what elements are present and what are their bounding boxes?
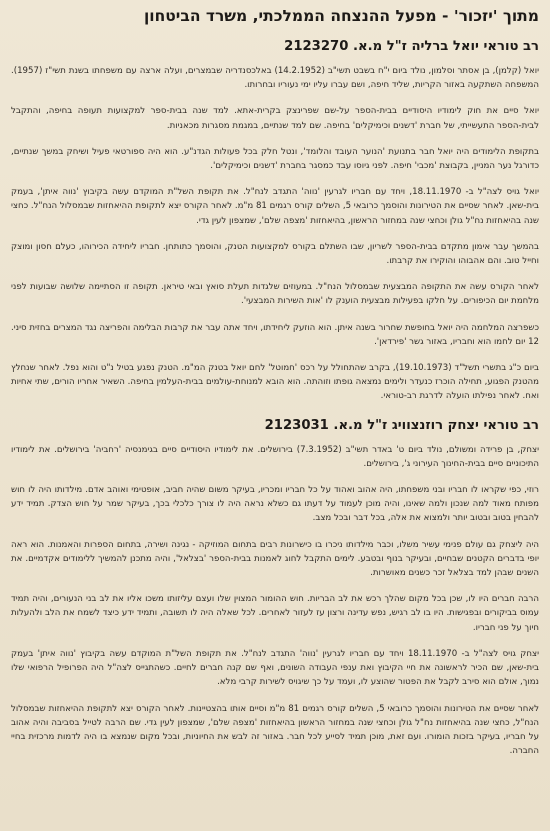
paragraph: הרבה חברים היו לו, שכן בכל מקום שהלך רכש את לב הבריות. חוש ההומור המצוין שלו ועצם עליזותו משכו אליו את לב בני הנעורים, והיה תמיד עמוס בביקורים ובפגישות. היו בו לב רגיש, נפש עדינה ורצון עז לעזור לאחרים. לכל שאלה היה לו תשובה, ותמיד ידע כיצד לשמח את הלב ולהעלות חיוך על פני חבריו.: [11, 594, 539, 633]
paragraph: ביום כ"ג בתשרי תשל"ד (19.10.1973), בקרב שהתחולל על רכס 'חמוטל' לחם יואל בטנק המ"מ. הטנק נפגע בטיל נ"ט והוא נפל. לאחר שנחלץ מהטנק הפגוע, תחילה הוכרז כנעדר ולימים נמצאה גופתו וזוהתה. הוא הובא למנוחת-עולמים בבית-העלמין בחיפה. השאיר אחריו הורים, שתי אחיות ואח. לאחר נפילתו הועלה לדרגת רב-טוראי.: [11, 363, 539, 402]
document-title: מתוך 'יזכור' - מפעל ההנצחה הממלכתי, משרד הביטחון: [143, 7, 539, 25]
paragraph: יואל (קלמן), בן אסתר וסלמון, נולד ביום י"ח בשבט תשי"ב (14.2.1952) באלכסנדריה שבמצרים, ועלה ארצה עם משפחתו בשנת תשי"ז (1957). המשפחה השתקעה באזור הקריות, שליד חיפה, ושם עברו עליו ימי נעוריו ובחרותו.: [11, 66, 540, 91]
paragraph: יואל גויס לצה"ל ב- 18.11.1970, ויחד עם חבריו לגרעין 'נווה' התגדב לנח"ל. את תקופת השל"ת המוקדם עשה בקיבוץ 'נווה איתן', בעמק בית-שאן. לאחר שסיים את הטירונות והוסמך כרובאי 5, השלים קורס רגמים 81 מ"מ. לאחר הקורס יצא לתקופת ההיאחזות שבמסלול הנח"ל. כחצי שנה בהיאחזות נח"ל גולן וכחצי שנה במחזור הראשון, בהיאחזות 'מצפה שלם', שמצפון לעין גדי.: [11, 187, 540, 226]
paragraph: לאחר שסיים את הטירונות והוסמך כרובאי 5, השלים קורס רגמים 81 מ"מ וסיים אותו בהצטיינות. לאחר הקורס יצא לתקופת ההיאחזות שבמסלול הנח"ל, כחצי שנה בהיאחזות נח"ל גולן וכחצי שנה במחזור הראשון בהיאחזות 'מצפה שלם', שמצפון לעין גדי. שם הרבה לטייל בסביבה והיה אהוב על חבריו, בעיקר בזכות הומורו. ועם זאת, מוכן תמיד לסייע לכל חבר. באזור זה לבש את החיוניות, ובכל מקום שנמצא בו היה לדמות מרכזית בחיי החברה.: [11, 703, 539, 757]
paragraph: יצחק, בן פרידה ומשולם, נולד ביום ט' באדר תשי"ב (7.3.1952) בירושלים. את לימודיו היסודיים סיים בגימנסיה 'רחביה' בירושלים. את לימודיו התיכוניים סיים בבית-החינוך העירוני ג', בירושלים.: [11, 444, 539, 469]
paragraph: לאחר הקורס עשה את התקופה המבצעית שבמסלול הנח"ל. במעוזים שלגדות תעלת סואץ ובאי טיראן. תקופה זו הסתיימה שלושה שבועות לפני מלחמת יום הכיפורים. על חלקו בפעילות מבצעית הוענק לו 'אות השירות המבצעי'.: [11, 282, 539, 307]
paragraph: רוזי, כפי שקראו לו חבריו ובני משפחתו, היה אהוב ואהוד על כל חבריו ומכריו, בעיקר משום שהיה חביב, אופטימי ואוהב אדם. מילדותו היה לו חוש מפותח מאוד למה שנכון ולמה שאינו, והיה מוכן לעמוד על דעתו גם כשלא נראה היה לו צורך כלכלי בכך, בעיקר שמר על חוש הצדק. תמיד ידע להבחין בטוב ובטוב יותר ולמצוא את אלה, בכל דבר ובכל מצב.: [11, 485, 539, 524]
paragraph: יצחק גויס לצה"ל ב- 18.11.1970 ויחד עם חבריו לגרעין 'נווה' התגדב לנח"ל. את תקופת השל"ת המוקדם עשה בקיבוץ 'נווה איתן' בעמק בית-שאן, שם הכיר לראשונה את חיי הקיבוץ ואת ענפי העבודה השונים, ואף שם קנה חברים לחיים. כשהתגייס לצה"ל היה הפרופיל הרפואי שלו נמוך, אולם הוא סירב לקבל את הפטור שהוצע לו, ועמד על כך שיגויס לשירות קרבי מלא.: [11, 648, 540, 688]
paragraph: בהמשך עבר אימון מתקדם בבית-הספר לשריון, שבו השתלם בקורס למקצועות הטנק, והוסמך כתותחן. חבריו ליחידה הכירוהו, כעלם חסון ומוצק וחייל טוב. והם אהבוהו והוקירו את קרבתו.: [11, 241, 539, 267]
paragraph: היה ליצחק גם עולם פנימי עשיר משלו, וכבר מילדותו ניכרו בו כישרונות רבים בתחום המוזיקה - נגינה ושירה, בתחום הספרות והאמנות. הוא ראה יופי בדברים הקטנים שבחיים, ובעיקר בנוף ובטבע. לימים התקבל לחוג לאמנות בבית-הספר 'בצלאל', והיה מתכנן להמשיך ללימודים אקדמיים. את השנים שבהן למד בצלאל זכר כשנים מאושרות.: [11, 539, 539, 579]
memorial-document: [11, 6, 539, 758]
memorial-entry-yitzhak: [11, 417, 539, 759]
memorial-entry-yoel: [11, 38, 539, 404]
entry-header: רב טוראי יצחק רוזנצוויג ז"ל מ.א. 2123031: [264, 417, 539, 433]
paragraph: בתקופת הלימודים היה יואל חבר בתנועת 'הנוער העובד והלומד', ונטל חלק בכל פעולות הגדנ"ע. הוא היה ספורטאי פעיל ושיחק במשך שנתיים, כדורגל נער המניין, בקבוצת 'מכבי' חיפה. לפני גיוסו עבד כמסגר בחברת 'דשנים וכימיקלים'.: [11, 146, 539, 172]
entry-header: רב טוראי יואל ברליה ז"ל מ.א. 2123270: [284, 39, 539, 54]
paragraph: יואל סיים את חוק לימודיו היסודיים בבית-הספר על-שם שפרינצק בקרית-אתא. למד שנה בבית-ספר למקצועות תעופה בחיפה, והתקבל לבית-הספר התעשייתי, של חברת 'דשנים וכימיקלים' בחיפה. שם למד שנתיים, במגמת מסגרות מכאניות.: [11, 106, 539, 131]
paragraph: כשפרצה המלחמה היה יואל בחופשת שחרור בשנה איתן. הוא הוזעק ליחידתו, ויחד אתה עבר את קרבות הבלימה והפריצה נגד המצרים בחזית סיני. 12 יום לחמו הוא וחבריו, באזור גשר 'פירדאן'.: [11, 322, 539, 347]
